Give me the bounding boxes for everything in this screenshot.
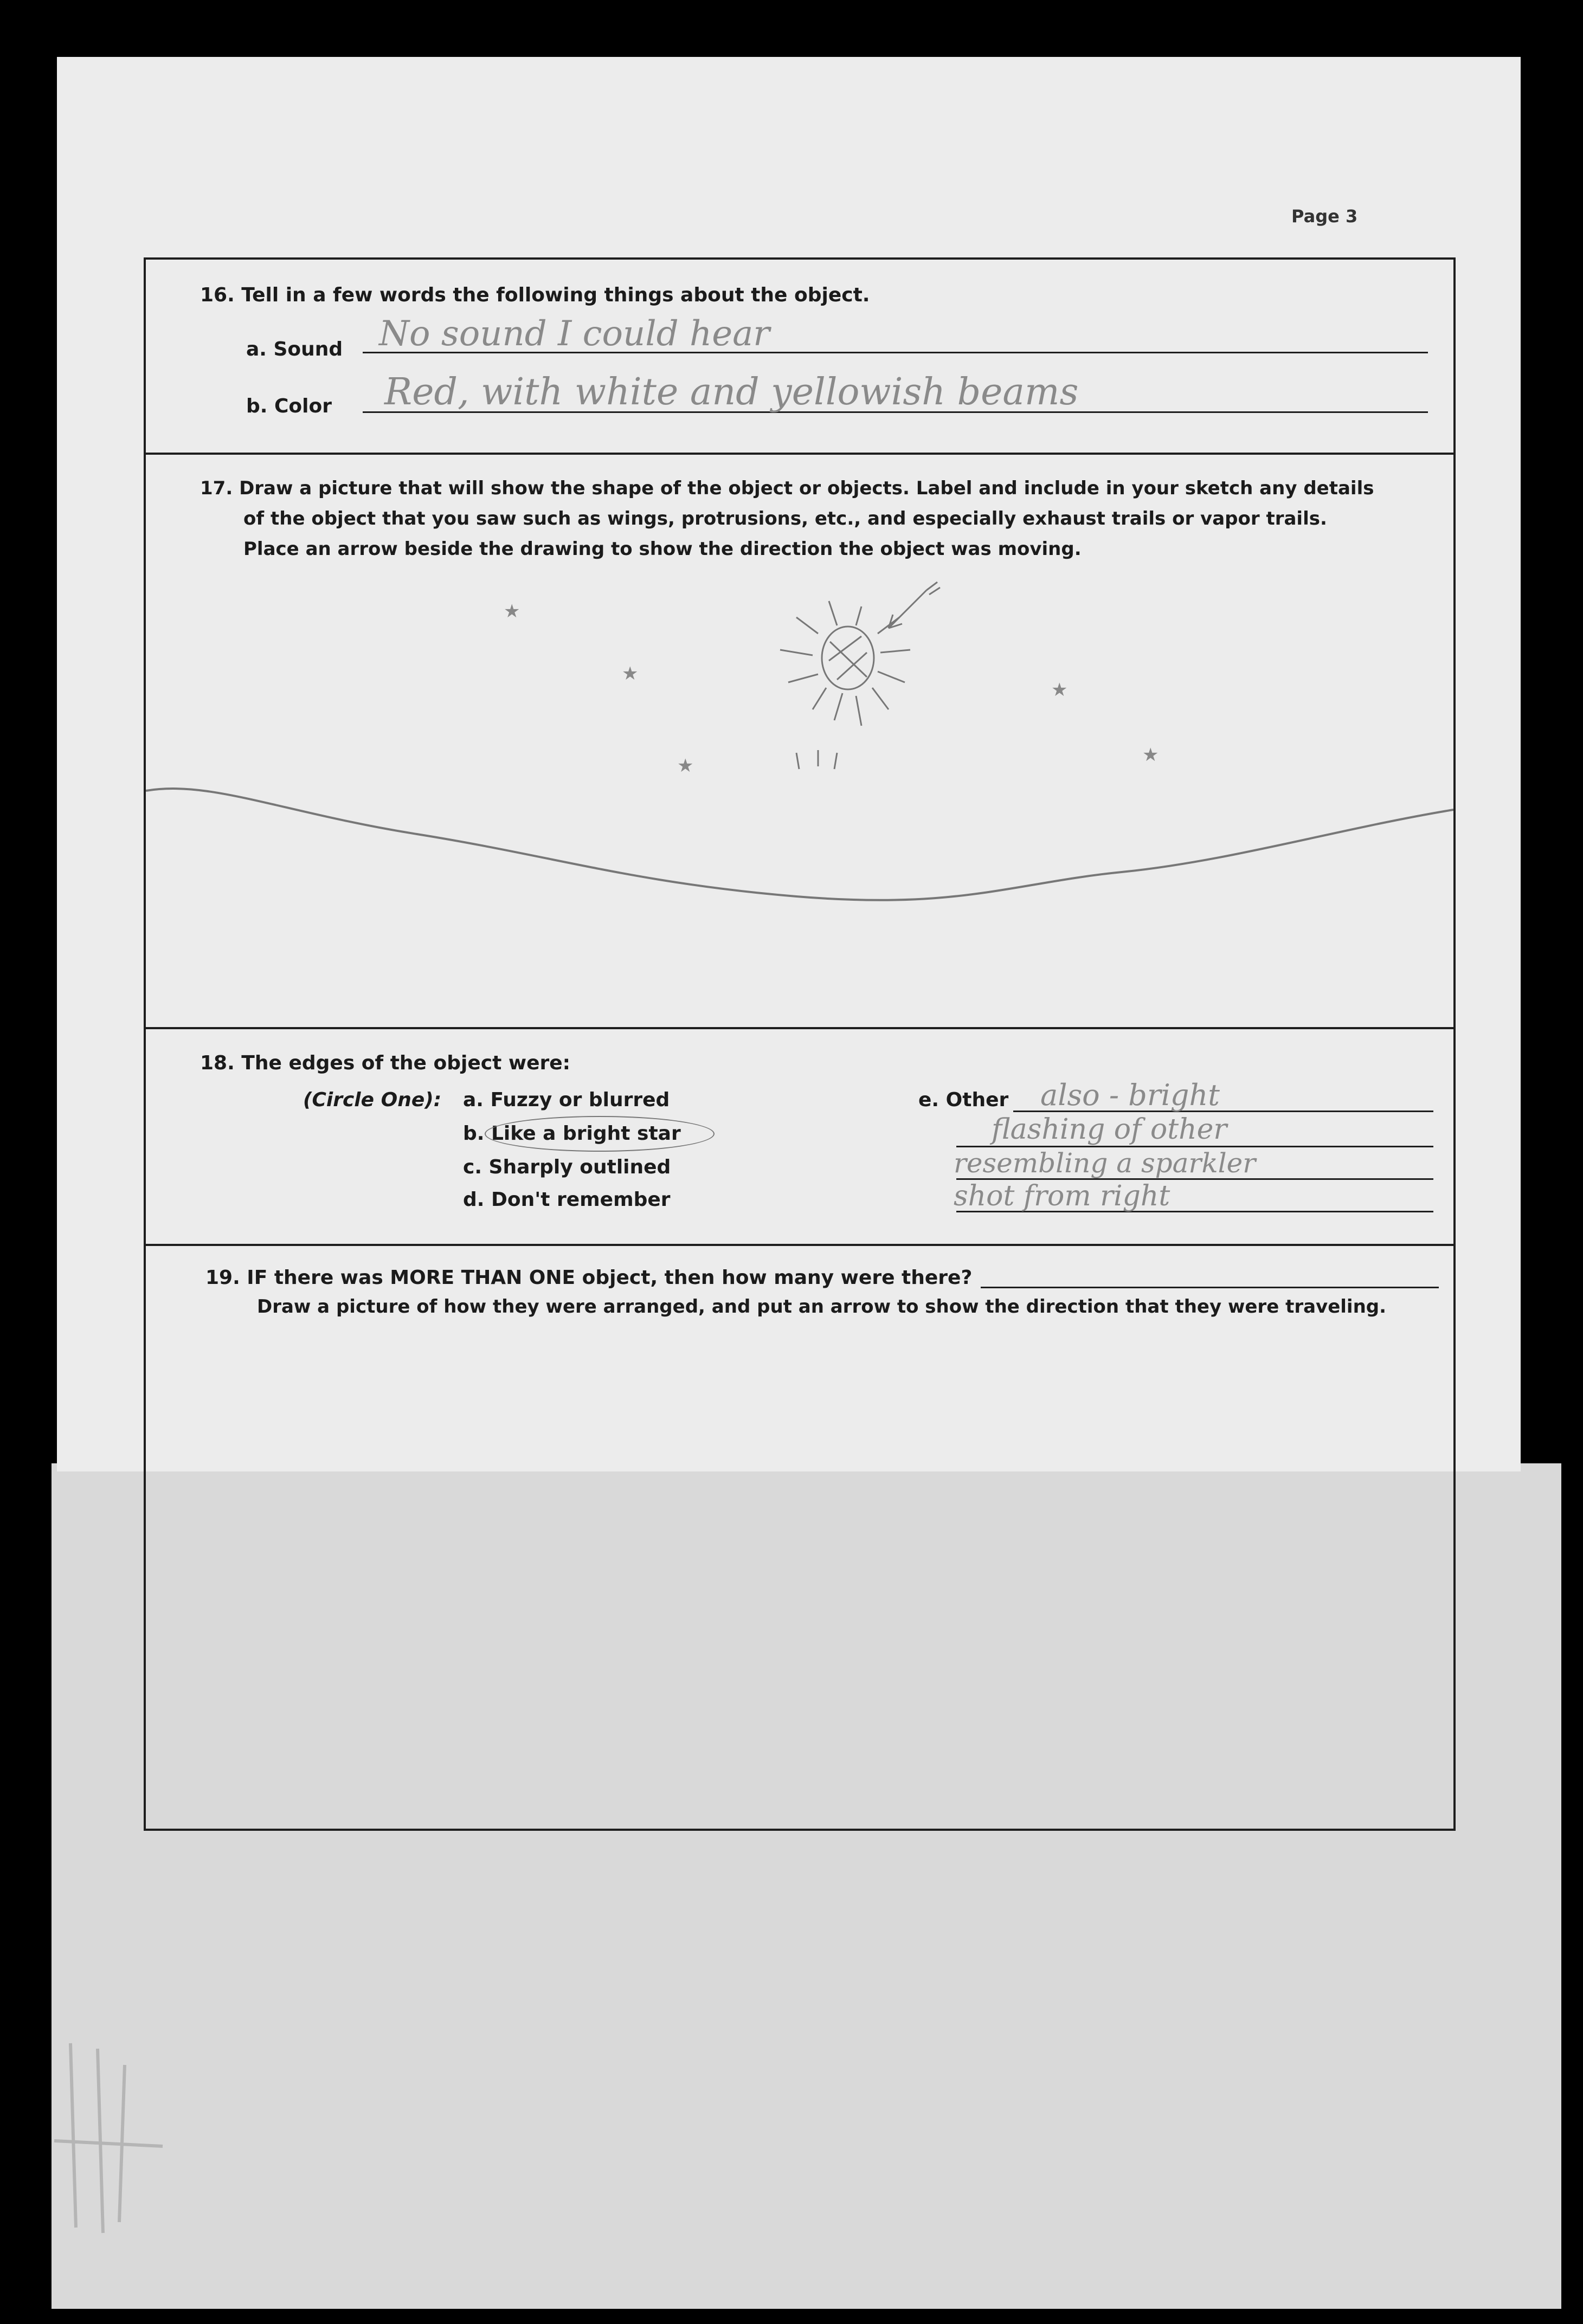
question-19-line-2: Draw a picture of how they were arranged, and put an arrow to show the direction that they were traveling. [257,1296,1387,1318]
sound-answer: No sound I could hear [379,314,770,354]
svg-text:★: ★ [622,663,639,685]
film-smudge-mark [38,2032,179,2238]
option-e: e. Other [918,1089,1009,1111]
object-sketch [146,455,1453,1029]
sound-label: a. Sound [246,338,343,360]
question-18-prompt: 18. The edges of the object were: [200,1052,571,1074]
svg-text:★: ★ [1051,679,1068,701]
circle-one-label: (Circle One): [303,1089,442,1111]
star-marks [504,601,1159,777]
option-d: d. Don't remember [463,1189,671,1211]
other-answer-1: also - bright [1040,1078,1220,1112]
page-number: Page 3 [1291,206,1358,227]
question-17-section [146,455,1453,1029]
count-answer-line [981,1287,1439,1288]
option-b-circle [485,1116,715,1152]
question-17-line-3: Place an arrow beside the drawing to show the direction the object was moving. [243,538,1082,560]
option-c: c. Sharply outlined [463,1156,671,1178]
question-17-line-2: of the object that you saw such as wings, protrusions, etc., and especially exhaust trails or vapor trails. [243,508,1327,530]
direction-arrow [889,582,940,628]
question-18-section [146,1029,1453,1246]
questionnaire-form [144,257,1456,1831]
question-16-section [146,260,1453,455]
svg-text:★: ★ [504,601,520,622]
color-answer: Red, with white and yellowish beams [384,371,1079,414]
option-b: b. Like a bright star [463,1122,681,1145]
svg-text:★: ★ [677,755,694,777]
other-answer-3: resembling a sparkler [954,1147,1256,1179]
question-16-prompt: 16. Tell in a few words the following things about the object. [200,284,870,306]
question-17-line-1: 17. Draw a picture that will show the shape of the object or objects. Label and include in your sketch any details [200,477,1374,499]
horizon-line [146,789,1453,900]
option-a: a. Fuzzy or blurred [463,1089,670,1111]
question-19-line-1: 19. IF there was MORE THAN ONE object, then how many were there? [205,1267,973,1289]
color-label: b. Color [246,395,332,417]
svg-text:★: ★ [1142,744,1159,766]
other-answer-2: flashing of other [992,1113,1227,1146]
question-19-section [146,1246,1453,1829]
other-answer-4: shot from right [954,1180,1170,1212]
